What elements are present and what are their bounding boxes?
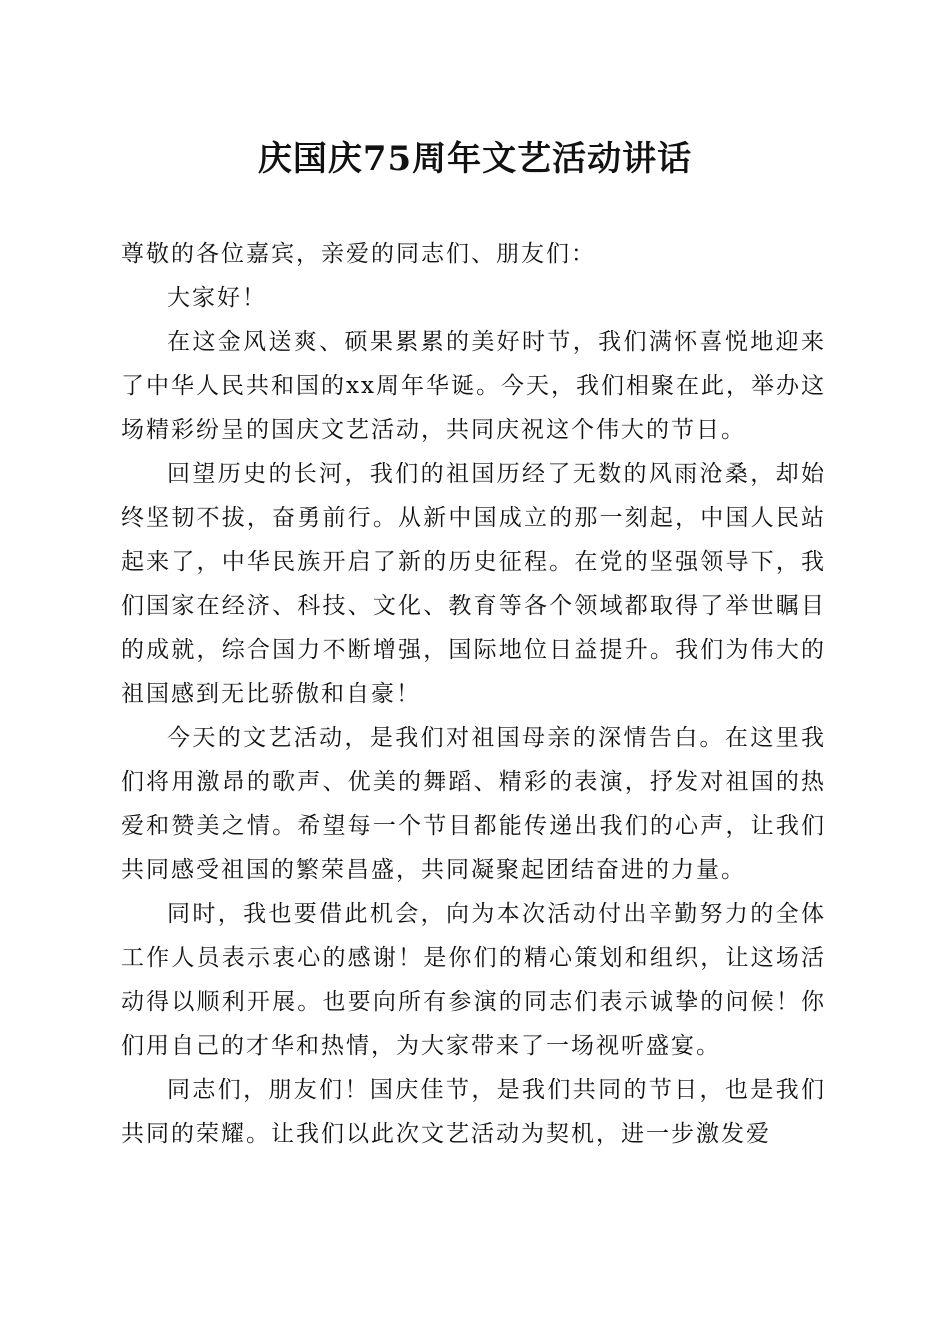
paragraph-activity: 今天的文艺活动，是我们对祖国母亲的深情告白。在这里我们将用激昂的歌声、优美的舞蹈、精彩的表演，抒发对祖国的热爱和赞美之情。希望每一个节目都能传递出我们的心声，让我们共同感受祖国的繁荣昌盛，共同凝聚起团结奋进的力量。 <box>121 725 826 883</box>
document-body <box>121 232 826 1156</box>
salutation: 尊敬的各位嘉宾，亲爱的同志们、朋友们： <box>121 241 596 267</box>
document-title: 庆国庆75周年文艺活动讲话 <box>257 139 693 179</box>
paragraph-thanks: 同时，我也要借此机会，向为本次活动付出辛勤努力的全体工作人员表示衷心的感谢！是你们的精心策划和组织，让这场活动得以顺利开展。也要向所有参演的同志们表示诚挚的问候！你们用自己的才华和热情，为大家带来了一场视听盛宴。 <box>121 901 826 1059</box>
paragraph-history: 回望历史的长河，我们的祖国历经了无数的风雨沧桑，却始终坚韧不拔，奋勇前行。从新中国成立的那一刻起，中国人民站起来了，中华民族开启了新的历史征程。在党的坚强领导下，我们国家在经济、科技、文化、教育等各个领域都取得了举世瞩目的成就，综合国力不断增强，国际地位日益提升。我们为伟大的祖国感到无比骄傲和自豪！ <box>121 461 826 707</box>
paragraph-greeting: 大家好！ <box>167 285 267 311</box>
paragraph-opening: 在这金风送爽、硕果累累的美好时节，我们满怀喜悦地迎来了中华人民共和国的xx周年华诞。今天，我们相聚在此，举办这场精彩纷呈的国庆文艺活动，共同庆祝这个伟大的节日。 <box>121 329 826 443</box>
paragraph-closing: 同志们，朋友们！国庆佳节，是我们共同的节日，也是我们共同的荣耀。让我们以此次文艺活动为契机，进一步激发爱 <box>121 1077 826 1147</box>
